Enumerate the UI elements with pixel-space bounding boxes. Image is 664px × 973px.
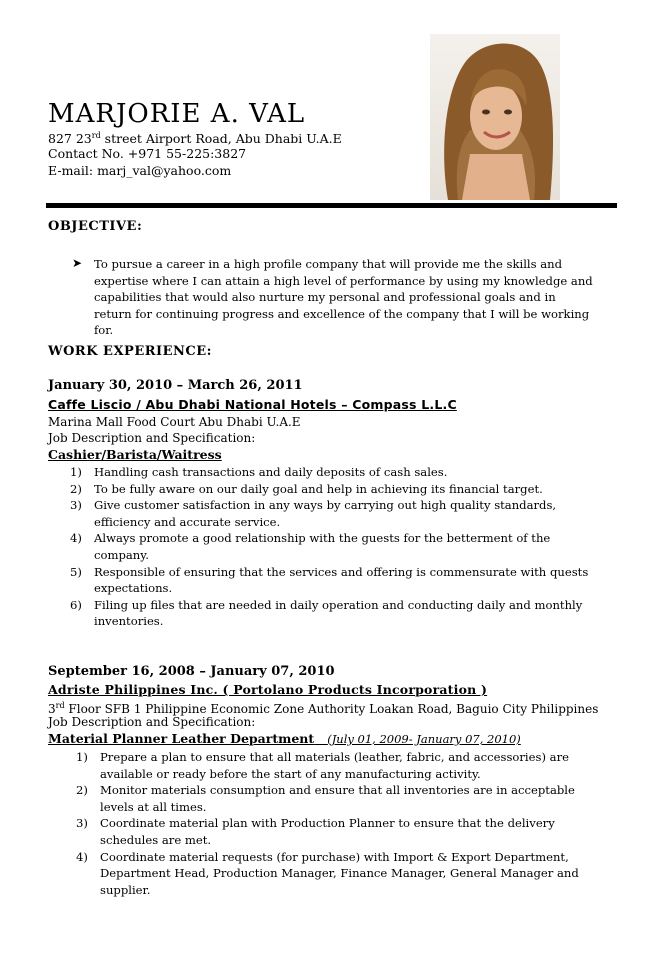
address-rest: street Airport Road, Abu Dhabi U.A.E xyxy=(100,131,342,147)
job-location: Marina Mall Food Court Abu Dhabi U.A.E xyxy=(48,415,301,429)
list-item xyxy=(76,749,586,782)
objective-heading: OBJECTIVE: xyxy=(48,219,143,234)
location-rest: Floor SFB 1 Philippine Economic Zone Authority Loakan Road, Baguio City Philippines xyxy=(64,702,599,716)
duty-line: Always promote a good relationship with the guests for the betterment of the xyxy=(94,531,551,546)
duty-line: schedules are met. xyxy=(100,832,212,847)
applicant-name: MARJORIE A. VAL xyxy=(48,99,306,129)
job-dates: January 30, 2010 – March 26, 2011 xyxy=(48,378,303,393)
duty-line: Prepare a plan to ensure that all materials (leather, fabric, and accessories) are xyxy=(100,750,569,764)
duty-line: To be fully aware on our daily goal and help in achieving its financial target. xyxy=(94,481,543,496)
duty-line: Coordinate material requests (for purchase) with Import & Export Department, xyxy=(100,849,569,864)
list-number: 4) xyxy=(70,531,82,546)
profile-photo xyxy=(430,34,560,200)
list-item xyxy=(76,782,586,815)
duty-line: Filing up files that are needed in daily operation and conducting daily and monthly xyxy=(94,597,583,612)
duty-line: Coordinate material plan with Production Planner to ensure that the delivery xyxy=(100,816,555,831)
list-item xyxy=(70,481,590,498)
job-role-title: Material Planner Leather Department xyxy=(48,731,315,746)
job-company: Caffe Liscio / Abu Dhabi National Hotels – Compass L.L.C xyxy=(48,397,457,412)
job-role xyxy=(48,731,521,746)
address-prefix: 827 23 xyxy=(48,131,92,147)
duty-line: available or ready before the start of any manufacturing activity. xyxy=(100,766,481,781)
duty-line: Monitor materials consumption and ensure that all inventories are in acceptable xyxy=(100,783,575,798)
list-number: 6) xyxy=(70,597,82,612)
list-number: 3) xyxy=(76,816,88,831)
job-description-label: Job Description and Specification: xyxy=(48,431,256,445)
job-description-label: Job Description and Specification: xyxy=(48,715,256,729)
list-number: 5) xyxy=(70,564,82,579)
duty-line: supplier. xyxy=(100,882,151,897)
location-prefix: 3 xyxy=(48,702,56,716)
address-superscript: rd xyxy=(91,131,101,140)
objective-text: To pursue a career in a high profile company that will provide me the skills and expertise where I can attain a high level of performance by using my knowledge and capabilities that would also nurture my personal and professional goals and in return for continuing progress and excellence of the company that I will be working for. xyxy=(94,257,593,338)
duty-line: Handling cash transactions and daily deposits of cash sales. xyxy=(94,465,448,479)
list-number: 1) xyxy=(76,750,88,764)
email: E-mail: marj_val@yahoo.com xyxy=(48,163,232,178)
job-role: Cashier/Barista/Waitress xyxy=(48,447,222,462)
job-role-dates: (July 01, 2009- January 07, 2010) xyxy=(327,732,521,746)
duty-line: inventories. xyxy=(94,614,164,629)
list-item xyxy=(70,530,590,563)
duty-line: Give customer satisfaction in any ways by carrying out high quality standards, xyxy=(94,498,557,513)
list-item xyxy=(70,497,590,530)
duty-line: Department Head, Production Manager, Finance Manager, General Manager and xyxy=(100,866,579,881)
list-number: 1) xyxy=(70,465,82,479)
contact-number: Contact No. +971 55-225:3827 xyxy=(48,146,247,161)
job-dates: September 16, 2008 – January 07, 2010 xyxy=(48,664,335,679)
portrait-image xyxy=(430,34,560,200)
list-number: 4) xyxy=(76,849,88,864)
duty-line: Responsible of ensuring that the services and offering is commensurate with quests xyxy=(94,564,589,579)
duty-line: efficiency and accurate service. xyxy=(94,514,281,529)
location-superscript: rd xyxy=(55,701,65,710)
list-number: 3) xyxy=(70,498,82,513)
list-item xyxy=(70,564,590,597)
duty-line: levels at all times. xyxy=(100,799,207,814)
duty-line: expectations. xyxy=(94,581,173,596)
arrow-bullet-icon: ➤ xyxy=(72,256,83,270)
header-divider xyxy=(46,203,617,208)
list-item xyxy=(70,597,590,630)
work-experience-heading: WORK EXPERIENCE: xyxy=(48,344,212,359)
list-item xyxy=(76,815,586,848)
job-duties-list xyxy=(70,464,590,630)
list-item xyxy=(70,464,590,481)
list-number: 2) xyxy=(76,783,88,798)
list-item xyxy=(76,849,586,899)
list-number: 2) xyxy=(70,481,82,496)
job-company: Adriste Philippines Inc. ( Portolano Products Incorporation ) xyxy=(48,682,488,697)
job-duties-list xyxy=(76,749,586,898)
duty-line: company. xyxy=(94,547,149,562)
address xyxy=(48,128,342,146)
